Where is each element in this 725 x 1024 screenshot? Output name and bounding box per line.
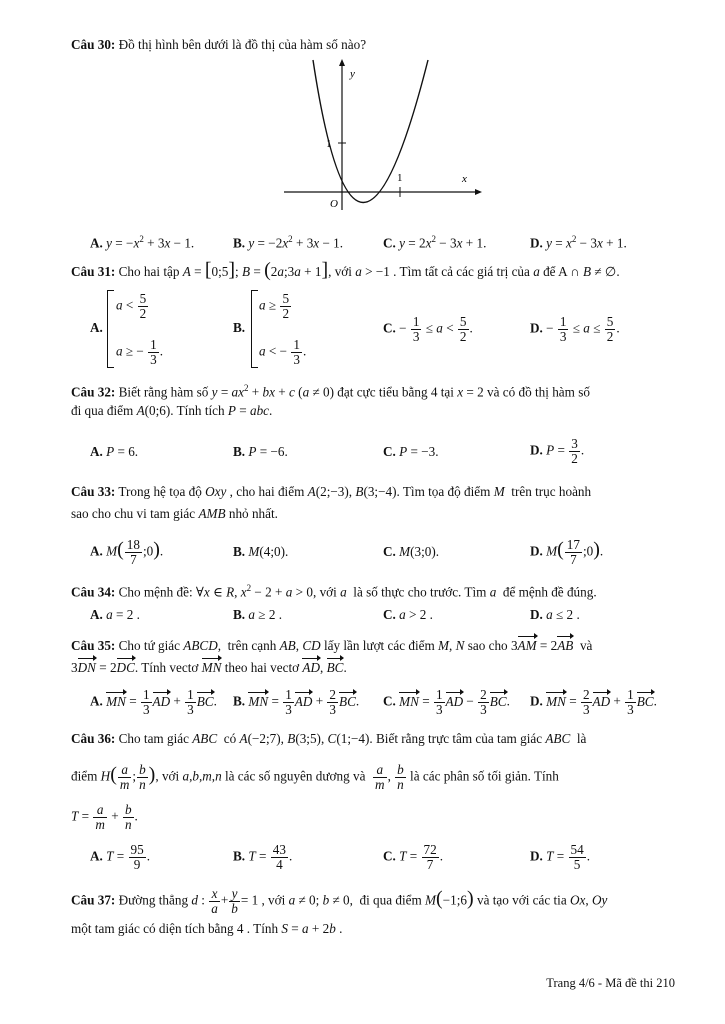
q31-option-d[interactable]: D. − $\frac{1}{3}$ ≤ a ≤ $\frac{5}{2}$ . [530,314,620,344]
q33-stem-2: sao cho chu vi tam giác AMB nhỏ nhất. [71,506,278,521]
q35-option-b[interactable]: B. MN = $\frac{1}{3}$ AD + $\frac{2}{3}$ BC. [233,687,360,717]
q35-option-d[interactable]: D. MN = $\frac{2}{3}$ AD + $\frac{1}{3}$ BC. [530,687,657,717]
q30-stem [71,36,366,53]
x-tick-label: 1 [397,172,403,184]
q30-option-d[interactable]: D. $y = x^2 - 3x + 1$. [530,234,627,251]
q36-option-c[interactable]: C. T = $\frac{72}{7}$ . [383,842,443,872]
q32-option-a[interactable]: A. P = 6. [90,444,139,459]
q34-option-c[interactable]: C. a > 2 . [383,607,433,622]
y-tick-label: 1 [326,138,332,150]
q36-option-a[interactable]: A. T = $\frac{95}{9}$ . [90,842,150,872]
q30-text: Đồ thị hình bên dưới là đồ thị của hàm số nào? [118,37,367,52]
q33-option-c[interactable]: C. M(3;0). [383,544,440,559]
q37-stem: Câu 37: Đường thẳng d : $\frac{x}{a}$ + $\frac{y}{b}$ = 1 , với a ≠ 0; b ≠ 0, đi qua điểm M(−1;6) và tạo với các tia Ox, Oy [71,886,608,916]
q36-stem-3: T = $\frac{a}{m}$ + $\frac{b}{n}$ . [71,802,138,832]
origin-label: O [330,198,338,210]
q34-option-d[interactable]: D. a ≤ 2 . [530,607,580,622]
q35-stem: Câu 35: Cho tứ giác ABCD, trên cạnh AB, CD lấy lần lượt các điểm M, N sao cho 3AM = 2AB và [71,634,592,654]
q35-option-c[interactable]: C. MN = $\frac{1}{3}$ AD − $\frac{2}{3}$ BC. [383,687,510,717]
q33-stem: Câu 33: Trong hệ tọa độ Oxy , cho hai điểm A(2;−3), B(3;−4). Tìm tọa độ điểm M trên trục hoành [71,484,592,499]
q30-parabola-graph [270,56,485,216]
q33-option-a[interactable]: A. M( $\frac{18}{7}$ ;0). [90,537,164,567]
q35-option-a[interactable]: A. MN = $\frac{1}{3}$ AD + $\frac{1}{3}$ BC. [90,687,217,717]
y-axis-label: y [350,68,355,80]
q35-stem-2: 3DN = 2DC. Tính vectơ MN theo hai vectơ AD, BC. [71,656,347,676]
q30-option-b[interactable]: B. $y = -2x^2 + 3x - 1$. [233,234,344,251]
q30-label: Câu 30: [71,37,116,52]
q36-option-d[interactable]: D. T = $\frac{54}{5}$ . [530,842,590,872]
q32-option-b[interactable]: B. P = −6. [233,444,288,459]
q31-option-b[interactable]: B. [233,320,246,335]
q32-option-c[interactable]: C. P = −3. [383,444,439,459]
q36-option-b[interactable]: B. T = $\frac{43}{4}$ . [233,842,293,872]
q34-option-b[interactable]: B. a ≥ 2 . [233,607,283,622]
q36-stem-2: điểm H( $\frac{a}{m}$ ; $\frac{b}{n}$ ), với a,b,m,n là các số nguyên dương và $\frac{a}{m}$ , $\frac{b}{n}$ là các phân số tối giản. Tính [71,762,559,792]
q33-option-d[interactable]: D. M( $\frac{17}{7}$ ;0). [530,537,604,567]
q37-stem-2: một tam giác có diện tích bằng 4 . Tính S = a + 2b . [71,921,343,936]
q30-option-a[interactable]: A. $y = -x^2 + 3x - 1$. [90,234,195,251]
q34-option-a[interactable]: A. a = 2 . [90,607,140,622]
q32-stem: Câu 32: Biết rằng hàm số $y = ax^2$ + bx + c (a ≠ 0) đạt cực tiểu bằng 4 tại x = 2 và có đồ thị hàm số [71,383,590,400]
q36-stem: Câu 36: Cho tam giác ABC có A(−2;7), B(3;5), C(1;−4). Biết rằng trực tâm của tam giác ABC là [71,731,587,746]
q31-option-a[interactable]: A. [90,320,103,335]
page-footer: Trang 4/6 - Mã đề thi 210 [546,976,675,990]
q31-option-c[interactable]: C. − $\frac{1}{3}$ ≤ a < $\frac{5}{2}$ . [383,314,473,344]
q33-option-b[interactable]: B. M(4;0). [233,544,289,559]
q31-stem: Câu 31: Cho hai tập A = [0;5]; B = (2a;3a + 1], với a > −1 . Tìm tất cả các giá trị của a để A ∩ B ≠ ∅. [71,259,620,281]
q34-stem: Câu 34: Cho mệnh đề: ∀x ∈ R, $x^2 - 2 + a > 0$, với a là số thực cho trước. Tìm a để mệnh đề đúng. [71,583,597,600]
q32-option-d[interactable]: D. P = $\frac{3}{2}$ . [530,436,585,466]
q32-stem-2: đi qua điểm A(0;6). Tính tích P = abc. [71,403,273,418]
x-axis-label: x [462,173,467,185]
q30-option-c[interactable]: C. $y = 2x^2 - 3x + 1$. [383,234,487,251]
